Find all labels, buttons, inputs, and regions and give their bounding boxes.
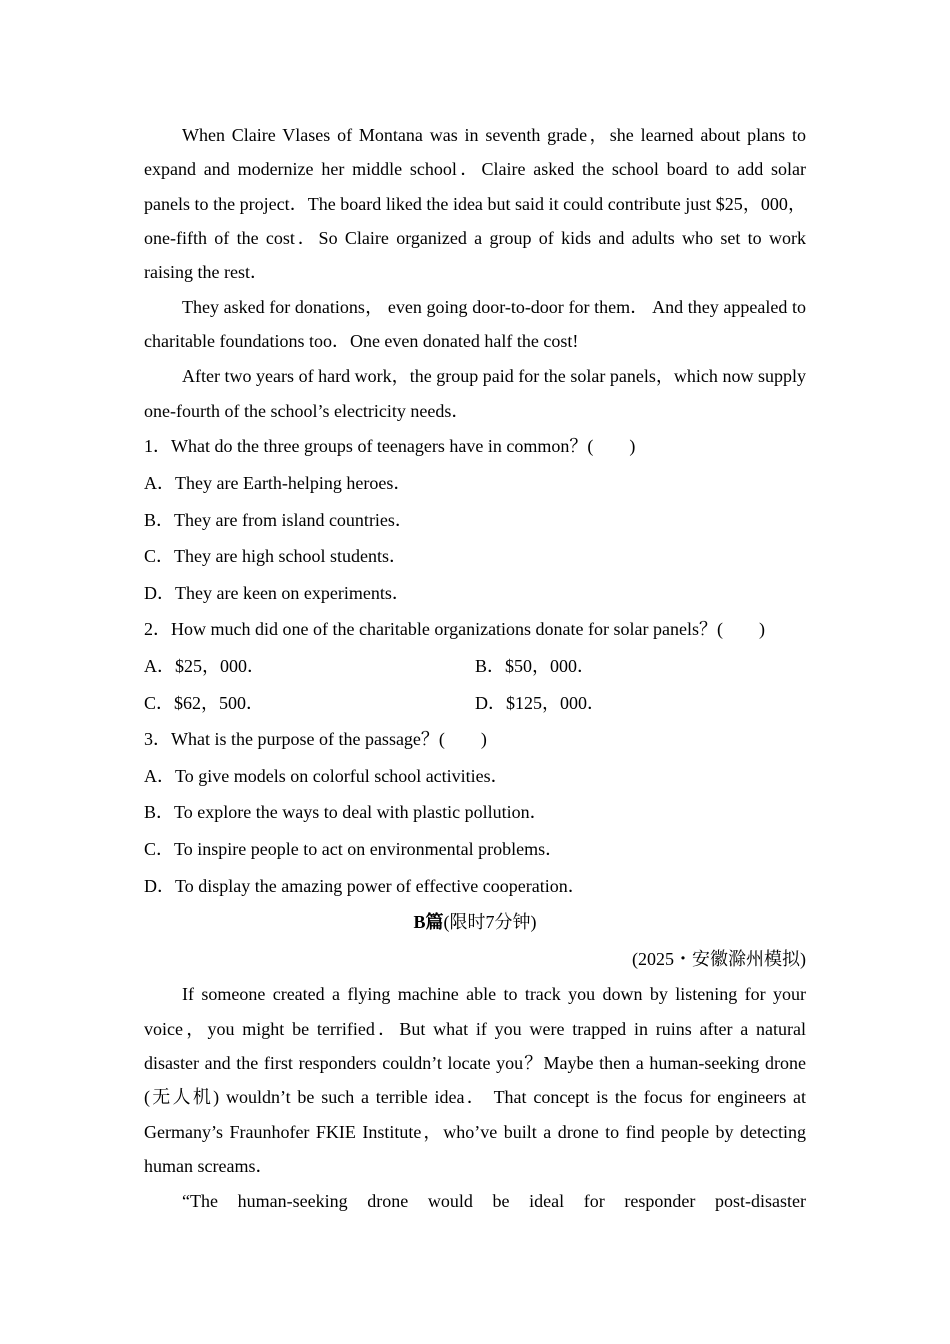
section-b-source: (2025・安徽滁州模拟) bbox=[632, 948, 806, 969]
question-2-option-a: A．$25，000． bbox=[144, 656, 265, 677]
question-2-options-row-1 bbox=[144, 648, 806, 685]
question-2-option-c: C．$62，500． bbox=[144, 692, 265, 713]
question-3-option-a: A．To give models on colorful school activities． bbox=[144, 765, 509, 786]
question-3-option-b: B．To explore the ways to deal with plastic pollution． bbox=[144, 802, 548, 823]
question-1-option-d: D．They are keen on experiments． bbox=[144, 582, 410, 603]
section-b-time-limit: (限时7分钟) bbox=[443, 912, 537, 933]
passage-b-paragraph-1: If someone created a flying machine able to track you down by listening for your voice，you might be terrified．But what if you were trapped in ruins after a natural disaster and the first responders couldn’t locate you？Maybe then a human-seeking drone (无人机) wouldn’t be such a terrible idea． That concept is the focus for engineers at Germany’s Fraunhofer FKIE Institute，who’ve built a drone to find people by detecting human screams． bbox=[144, 984, 806, 1176]
question-1-option-a: A．They are Earth-helping heroes． bbox=[144, 473, 412, 494]
passage-a-paragraph-2: They asked for donations， even going door-to-door for them． And they appealed to charitable foundations too．One even donated half the cost! bbox=[144, 297, 806, 352]
question-1-option-c: C．They are high school students． bbox=[144, 546, 407, 567]
question-1-stem: 1．What do the three groups of teenagers have in common？( ) bbox=[144, 436, 636, 457]
question-3-stem: 3．What is the purpose of the passage？( ) bbox=[144, 729, 487, 750]
question-3-option-c: C．To inspire people to act on environmental problems． bbox=[144, 838, 564, 859]
passage-a-paragraph-1: When Claire Vlases of Montana was in seventh grade，she learned about plans to expand and modernize her middle school．Claire asked the school board to add solar panels to the project．The board liked the idea but said it could contribute just $25，000，one-fifth of the cost．So Claire organized a group of kids and adults who set to work raising the rest． bbox=[144, 125, 806, 283]
passage-b-paragraph-2: “The human-seeking drone would be ideal for responder post-disaster bbox=[182, 1190, 806, 1211]
question-2-options-row-2 bbox=[144, 685, 806, 722]
question-2-stem: 2．How much did one of the charitable organizations donate for solar panels？( ) bbox=[144, 619, 765, 640]
document-page bbox=[144, 118, 806, 1219]
passage-a-paragraph-3: After two years of hard work，the group paid for the solar panels，which now supply one-fourth of the school’s electricity needs． bbox=[144, 366, 806, 421]
section-b-title bbox=[144, 904, 806, 941]
question-2-option-b: B．$50，000． bbox=[475, 656, 596, 677]
section-b-title-bold: B篇 bbox=[413, 912, 444, 933]
question-3-option-d: D．To display the amazing power of effective cooperation． bbox=[144, 875, 586, 896]
question-1-option-b: B．They are from island countries． bbox=[144, 509, 413, 530]
question-2-option-d: D．$125，000． bbox=[475, 692, 605, 713]
